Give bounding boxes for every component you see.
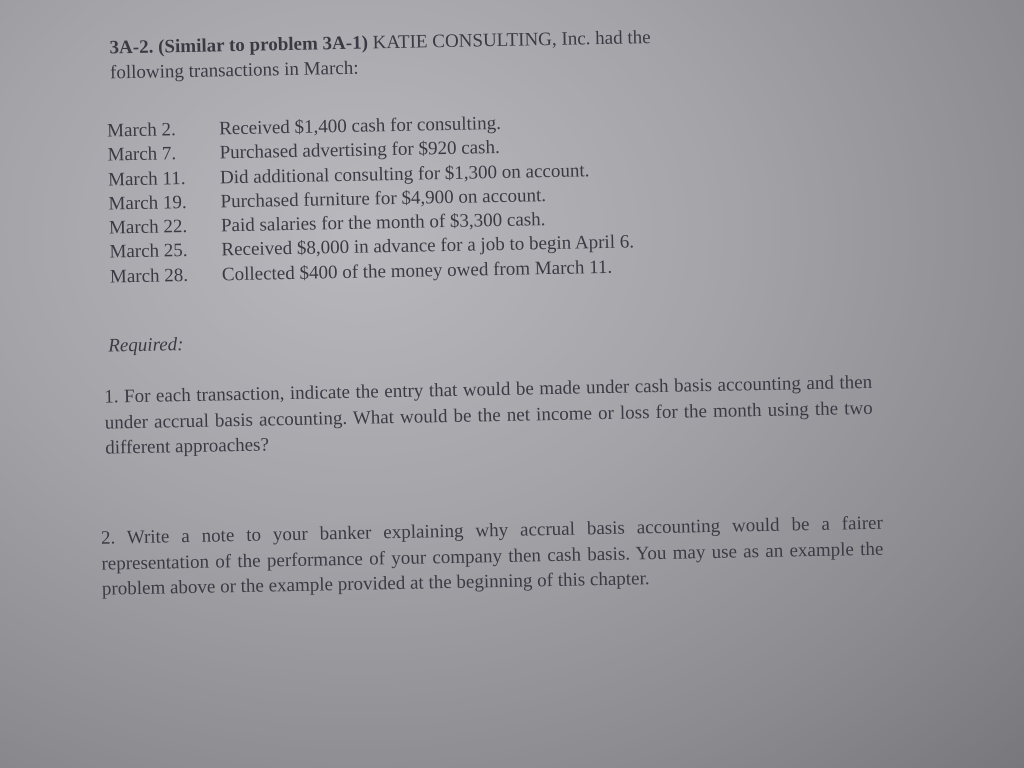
transaction-text: Purchased advertising for $920 cash. <box>219 137 500 164</box>
transaction-text: Purchased furniture for $4,900 on account. <box>220 184 547 213</box>
transaction-text: Received $1,400 cash for consulting. <box>218 112 502 140</box>
problem-note: (Similar to problem 3A-1) <box>157 32 369 58</box>
transaction-list <box>107 105 870 290</box>
transaction-date: March 22. <box>108 216 188 239</box>
transaction-date: March 25. <box>109 240 188 263</box>
transaction-date: March 19. <box>108 191 187 215</box>
transaction-text: Paid salaries for the month of $3,300 cash. <box>220 209 546 237</box>
transaction-date: March 11. <box>107 167 186 191</box>
transaction-text: Did additional consulting for $1,300 on account. <box>219 159 590 188</box>
transaction-date: March 28. <box>109 264 189 288</box>
transaction-text: Received $8,000 in advance for a job to begin April 6. <box>221 231 635 261</box>
problem-heading <box>109 21 870 86</box>
required-label: Required: <box>108 334 184 357</box>
transaction-date: March 2. <box>106 119 176 142</box>
transaction-text: Collected $400 of the money owed from March 11. <box>221 256 613 286</box>
transaction-date: March 7. <box>107 143 177 166</box>
question-1: 1. For each transaction, indicate the entry that would be made under cash basis accounting and then under accrual basis accounting. What would be the net income or loss for the month using the two different approaches? <box>104 371 873 459</box>
problem-intro: KATIE CONSULTING, Inc. had the <box>372 27 651 54</box>
problem-intro-line2: following transactions in March: <box>109 57 359 84</box>
problem-id: 3A-2. <box>109 36 154 59</box>
question-2: 2. Write a note to your banker explaining why accrual basis accounting would be a fairer representation of the performance of your company then cash basis. You may use as an example the problem above or the example provided at the beginning of this chapter. <box>100 512 884 600</box>
